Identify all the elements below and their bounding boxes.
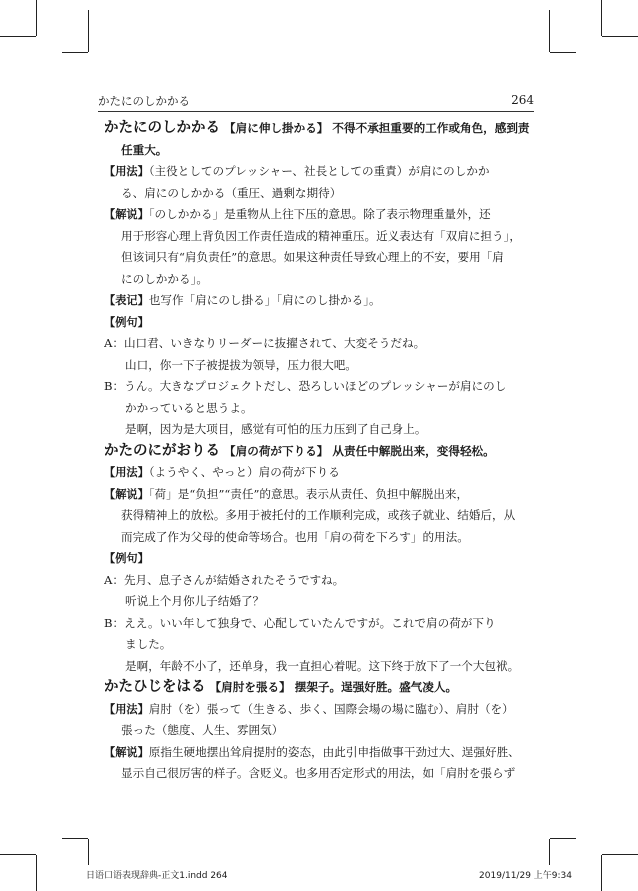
text-line [104,355,534,377]
text-line [104,548,534,570]
text-line [104,204,534,226]
text-line [104,677,534,699]
text-line [104,161,534,183]
text-span: 「のしかかる」是重物从上往下压的意思。除了表示物理重量外，还 [148,207,491,221]
text-line [104,742,534,764]
section-label: 【解说】 [104,745,149,759]
text-span: 用于形容心理上背负因工作责任造成的精神重压。近义表达有「双肩に担う」， [121,228,521,243]
section-label: 【用法】 [104,702,149,716]
text-line [104,226,534,248]
text-span: る、肩にのしかかる（重圧、過剰な期待） [121,185,342,200]
crop-mark [0,854,36,855]
text-span: かかっていると思うよ。 [125,400,253,415]
section-label: 【例句】 [104,315,149,329]
section-label: 【例句】 [104,552,149,565]
text-span: 也写作「肩にのし掛る」「肩にのし掛かる」。 [148,293,381,307]
text-line [104,333,534,355]
text-span: （主役としてのプレッシャー、社長としての重責）が肩にのしかか [148,164,490,178]
crop-mark [0,36,36,37]
text-line [104,441,534,463]
text-span: 而完成了作为父母的使命等场合。也用「肩の荷を下ろす」的用法。 [121,529,469,544]
section-label: 【表记】 [104,294,149,307]
text-line [104,462,534,484]
text-line [104,656,534,678]
crop-mark [62,52,88,53]
text-span: 是啊，因为是大项目，感觉有可怕的压力压到了自己身上。 [125,422,427,436]
footer-file: 日语口语表现辞典-正文1.indd 264 [86,871,228,881]
text-span: 是啊，年龄不小了，还单身，我一直担心着呢。这下终于放下了一个大包袱。 [125,658,520,673]
text-line [104,269,534,291]
text-span: 山口，你一下子被提拔为领导，压力很大吧。 [125,357,357,372]
text-line [104,634,534,656]
crop-mark [550,52,576,53]
crop-mark [36,0,37,36]
running-title: かたにのしかかる [98,94,190,108]
text-line [104,484,534,506]
text-line [104,570,534,592]
text-span: B：うん。大きなプロジェクトだし、恐ろしいほどのプレッシャーが肩にのし [104,379,507,393]
crop-mark [550,838,576,839]
text-span: 显示自己很厉害的样子。含贬义。也多用否定形式的用法，如「肩肘を張らず [121,766,516,780]
text-line [104,376,534,398]
crop-mark [601,0,602,36]
text-line [104,290,534,312]
crop-mark [602,36,638,37]
text-line [104,419,534,441]
text-span: B：ええ。いい年して独身で、心配していたんですが。これで肩の荷が下り [104,615,496,630]
section-label: 【解说】 [104,208,149,221]
section-label: 【解说】 [104,487,149,501]
footer-timestamp: 2019/11/29 上午9:34 [479,871,572,881]
text-span: A：先月、息子さんが結婚されたそうですね。 [104,572,345,587]
text-line [104,247,534,269]
crop-mark [88,10,89,52]
entry-headword: かたひじをはる [104,679,206,695]
text-span: にのしかかる」。 [121,271,208,286]
section-label: 【用法】 [104,165,149,178]
crop-mark [601,855,602,891]
text-span: 肩肘（を）張って（生きる、歩く、国際会場の場に臨む）、肩肘（を） [148,701,514,716]
text-span: 【肩に伸し掛かる】 不得不承担重要的工作或角色，感到责 [220,121,530,135]
text-span: 听说上个月你儿子结婚了？ [125,594,265,608]
text-line [104,763,534,785]
text-span: 获得精神上的放松。多用于被托付的工作顺利完成，或孩子就业、结婚后，从 [121,508,516,522]
text-line [104,140,534,162]
text-line [104,312,534,334]
section-label: 【用法】 [104,466,149,479]
text-span: 【肩の荷が下りる】 从责任中解脱出来，变得轻松。 [220,443,495,458]
entry-headword: かたにのしかかる [104,120,220,136]
text-span: 任重大。 [121,142,168,157]
text-line [104,118,534,140]
text-line [104,720,534,742]
crop-mark [62,838,88,839]
dictionary-body [104,118,534,785]
crop-mark [602,854,638,855]
text-line [104,699,534,721]
text-line [104,613,534,635]
text-span: 張った（態度、人生、雰囲気） [121,723,284,737]
crop-mark [549,10,550,52]
text-span: 但该词只有“肩负责任”的意思。如果这种责任导致心理上的不安，要用「肩 [121,250,504,264]
text-line [104,505,534,527]
header-rule [98,111,534,112]
text-span: ました。 [125,637,172,651]
text-line [104,527,534,549]
text-span: 原指生硬地摆出耸肩提肘的姿态，由此引申指做事干劲过大、逞强好胜、 [148,744,520,759]
text-line [104,183,534,205]
text-span: （ようやく、やっと）肩の荷が下りる [148,465,340,479]
page-number: 264 [511,93,534,107]
text-span: 【肩肘を張る】 摆架子。逞强好胜。盛气凌人。 [205,680,458,694]
crop-mark [88,839,89,865]
entry-headword: かたのにがおりる [104,442,220,459]
crop-mark [549,839,550,865]
text-line [104,591,534,613]
crop-mark [36,855,37,891]
text-line [104,398,534,420]
text-span: A：山口君、いきなりリーダーに抜擢されて、大変そうだね。 [104,336,426,350]
text-span: 「荷」是“负担”“责任”的意思。表示从责任、负担中解脱出来， [148,486,469,501]
